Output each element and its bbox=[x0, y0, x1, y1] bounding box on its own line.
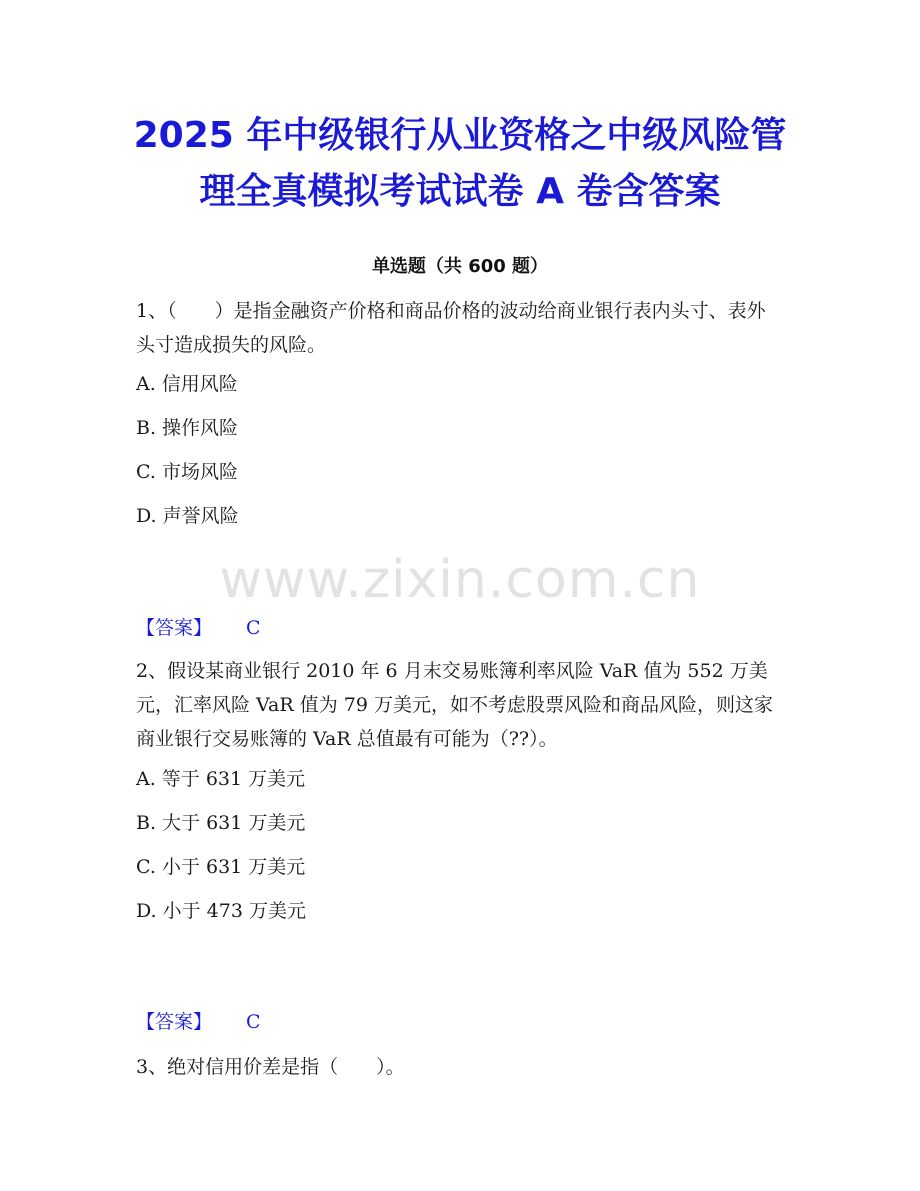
question-2-option-b: B. 大于 631 万美元 bbox=[136, 812, 306, 834]
title-line-2: 理全真模拟考试试卷 A 卷含答案 bbox=[199, 171, 721, 212]
answer-label: 【答案】 bbox=[136, 1011, 213, 1033]
question-3-text: 3、绝对信用价差是指（ ）。 bbox=[136, 1056, 405, 1078]
question-1-option-d: D. 声誉风险 bbox=[136, 505, 239, 527]
question-2-option-c: C. 小于 631 万美元 bbox=[136, 856, 306, 878]
question-2-option-a: A. 等于 631 万美元 bbox=[136, 768, 306, 790]
question-1-option-b: B. 操作风险 bbox=[136, 417, 239, 439]
question-1-text: 1、（ ）是指金融资产价格和商品价格的波动给商业银行表内头寸、表外头寸造成损失的风险。 bbox=[136, 300, 766, 356]
answer-value: C bbox=[246, 617, 261, 639]
document-title bbox=[0, 108, 920, 220]
answer-label: 【答案】 bbox=[136, 617, 213, 639]
section-heading: 单选题（共 600 题） bbox=[371, 256, 549, 277]
question-1-answer bbox=[136, 614, 261, 642]
watermark: www.zixin.com.cn bbox=[219, 550, 701, 610]
question-2-answer bbox=[136, 1008, 261, 1036]
question-2-option-d: D. 小于 473 万美元 bbox=[136, 900, 306, 922]
question-2-text: 2、假设某商业银行 2010 年 6 月末交易账簿利率风险 VaR 值为 552 万美元，汇率风险 VaR 值为 79 万美元，如不考虑股票风险和商品风险，则这家商业银行交易账簿的 VaR 总值最有可能为（??）。 bbox=[136, 660, 773, 750]
title-line-1: 2025 年中级银行从业资格之中级风险管 bbox=[133, 115, 787, 156]
question-1-option-c: C. 市场风险 bbox=[136, 461, 238, 483]
question-1-option-a: A. 信用风险 bbox=[136, 373, 238, 395]
answer-value: C bbox=[246, 1011, 261, 1033]
